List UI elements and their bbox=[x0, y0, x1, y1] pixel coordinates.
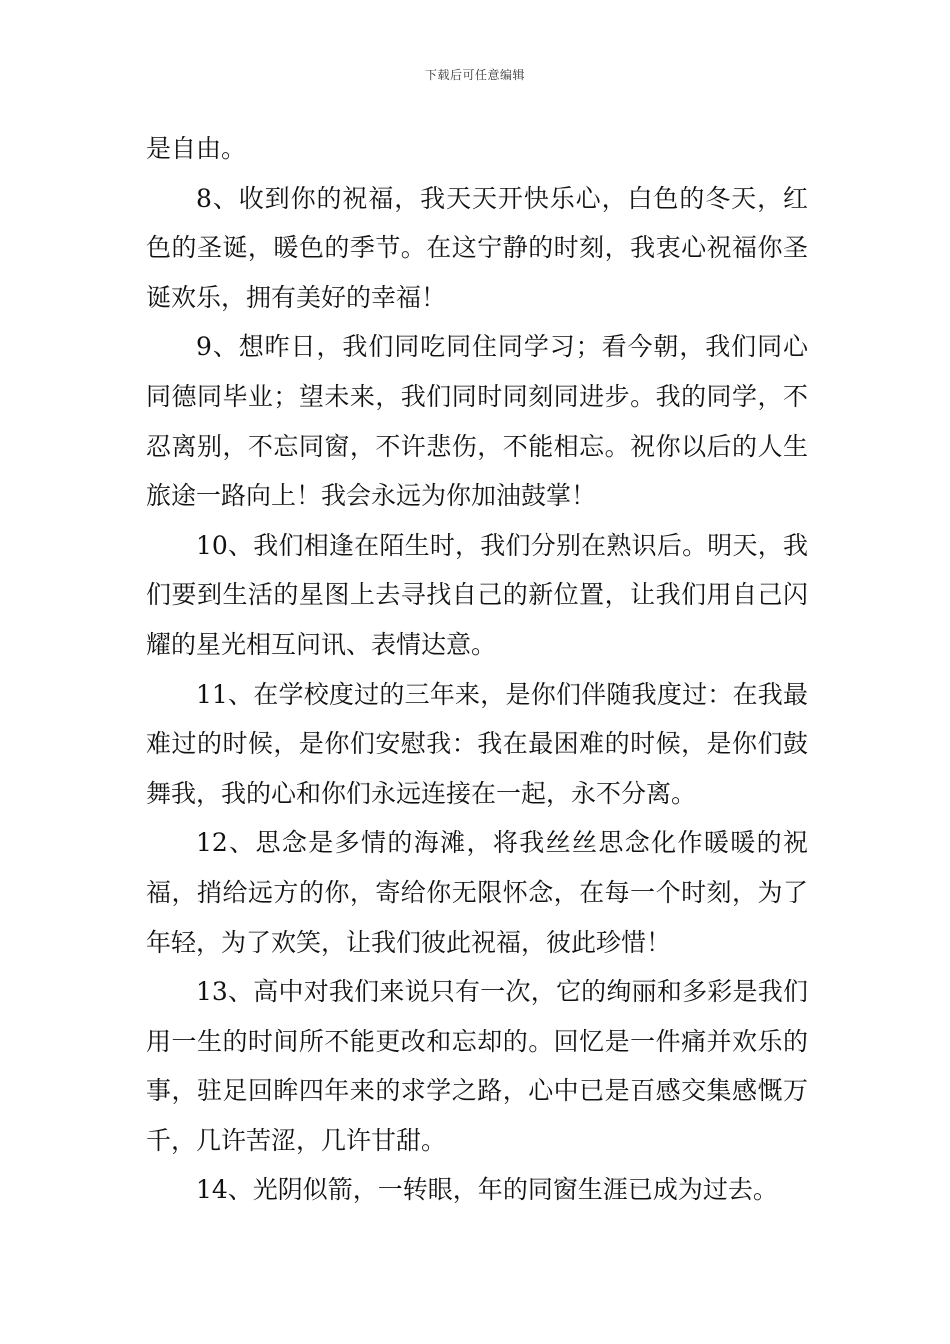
paragraph-8: 8、收到你的祝福，我天天开快乐心，白色的冬天，红色的圣诞，暖色的季节。在这宁静的时刻，我衷心祝福你圣诞欢乐，拥有美好的幸福！ bbox=[146, 183, 808, 312]
document-body bbox=[146, 124, 808, 1215]
paragraph-continuation: 是自由。 bbox=[146, 134, 247, 163]
page-header: 下载后可任意编辑 bbox=[424, 68, 525, 82]
paragraph-12: 12、思念是多情的海滩，将我丝丝思念化作暖暖的祝福，捎给远方的你，寄给你无限怀念，在每一个时刻，为了年轻，为了欢笑，让我们彼此祝福，彼此珍惜！ bbox=[146, 828, 808, 957]
paragraph-13: 13、高中对我们来说只有一次，它的绚丽和多彩是我们用一生的时间所不能更改和忘却的。回忆是一件痛并欢乐的事，驻足回眸四年来的求学之路，心中已是百感交集感慨万千，几许苦涩，几许甘甜。 bbox=[146, 977, 808, 1155]
paragraph-9: 9、想昨日，我们同吃同住同学习；看今朝，我们同心同德同毕业；望未来，我们同时同刻同进步。我的同学，不忍离别，不忘同窗，不许悲伤，不能相忘。祝你以后的人生旅途一路向上！我会永远为你加油鼓掌！ bbox=[146, 332, 808, 511]
paragraph-11: 11、在学校度过的三年来，是你们伴随我度过：在我最难过的时候，是你们安慰我：我在最困难的时候，是你们鼓舞我，我的心和你们永远连接在一起，永不分离。 bbox=[146, 679, 808, 808]
paragraph-10: 10、我们相逢在陌生时，我们分别在熟识后。明天，我们要到生活的星图上去寻找自己的新位置，让我们用自己闪耀的星光相互问讯、表情达意。 bbox=[146, 530, 808, 659]
paragraph-14: 14、光阴似箭，一转眼，年的同窗生涯已成为过去。 bbox=[196, 1175, 778, 1205]
